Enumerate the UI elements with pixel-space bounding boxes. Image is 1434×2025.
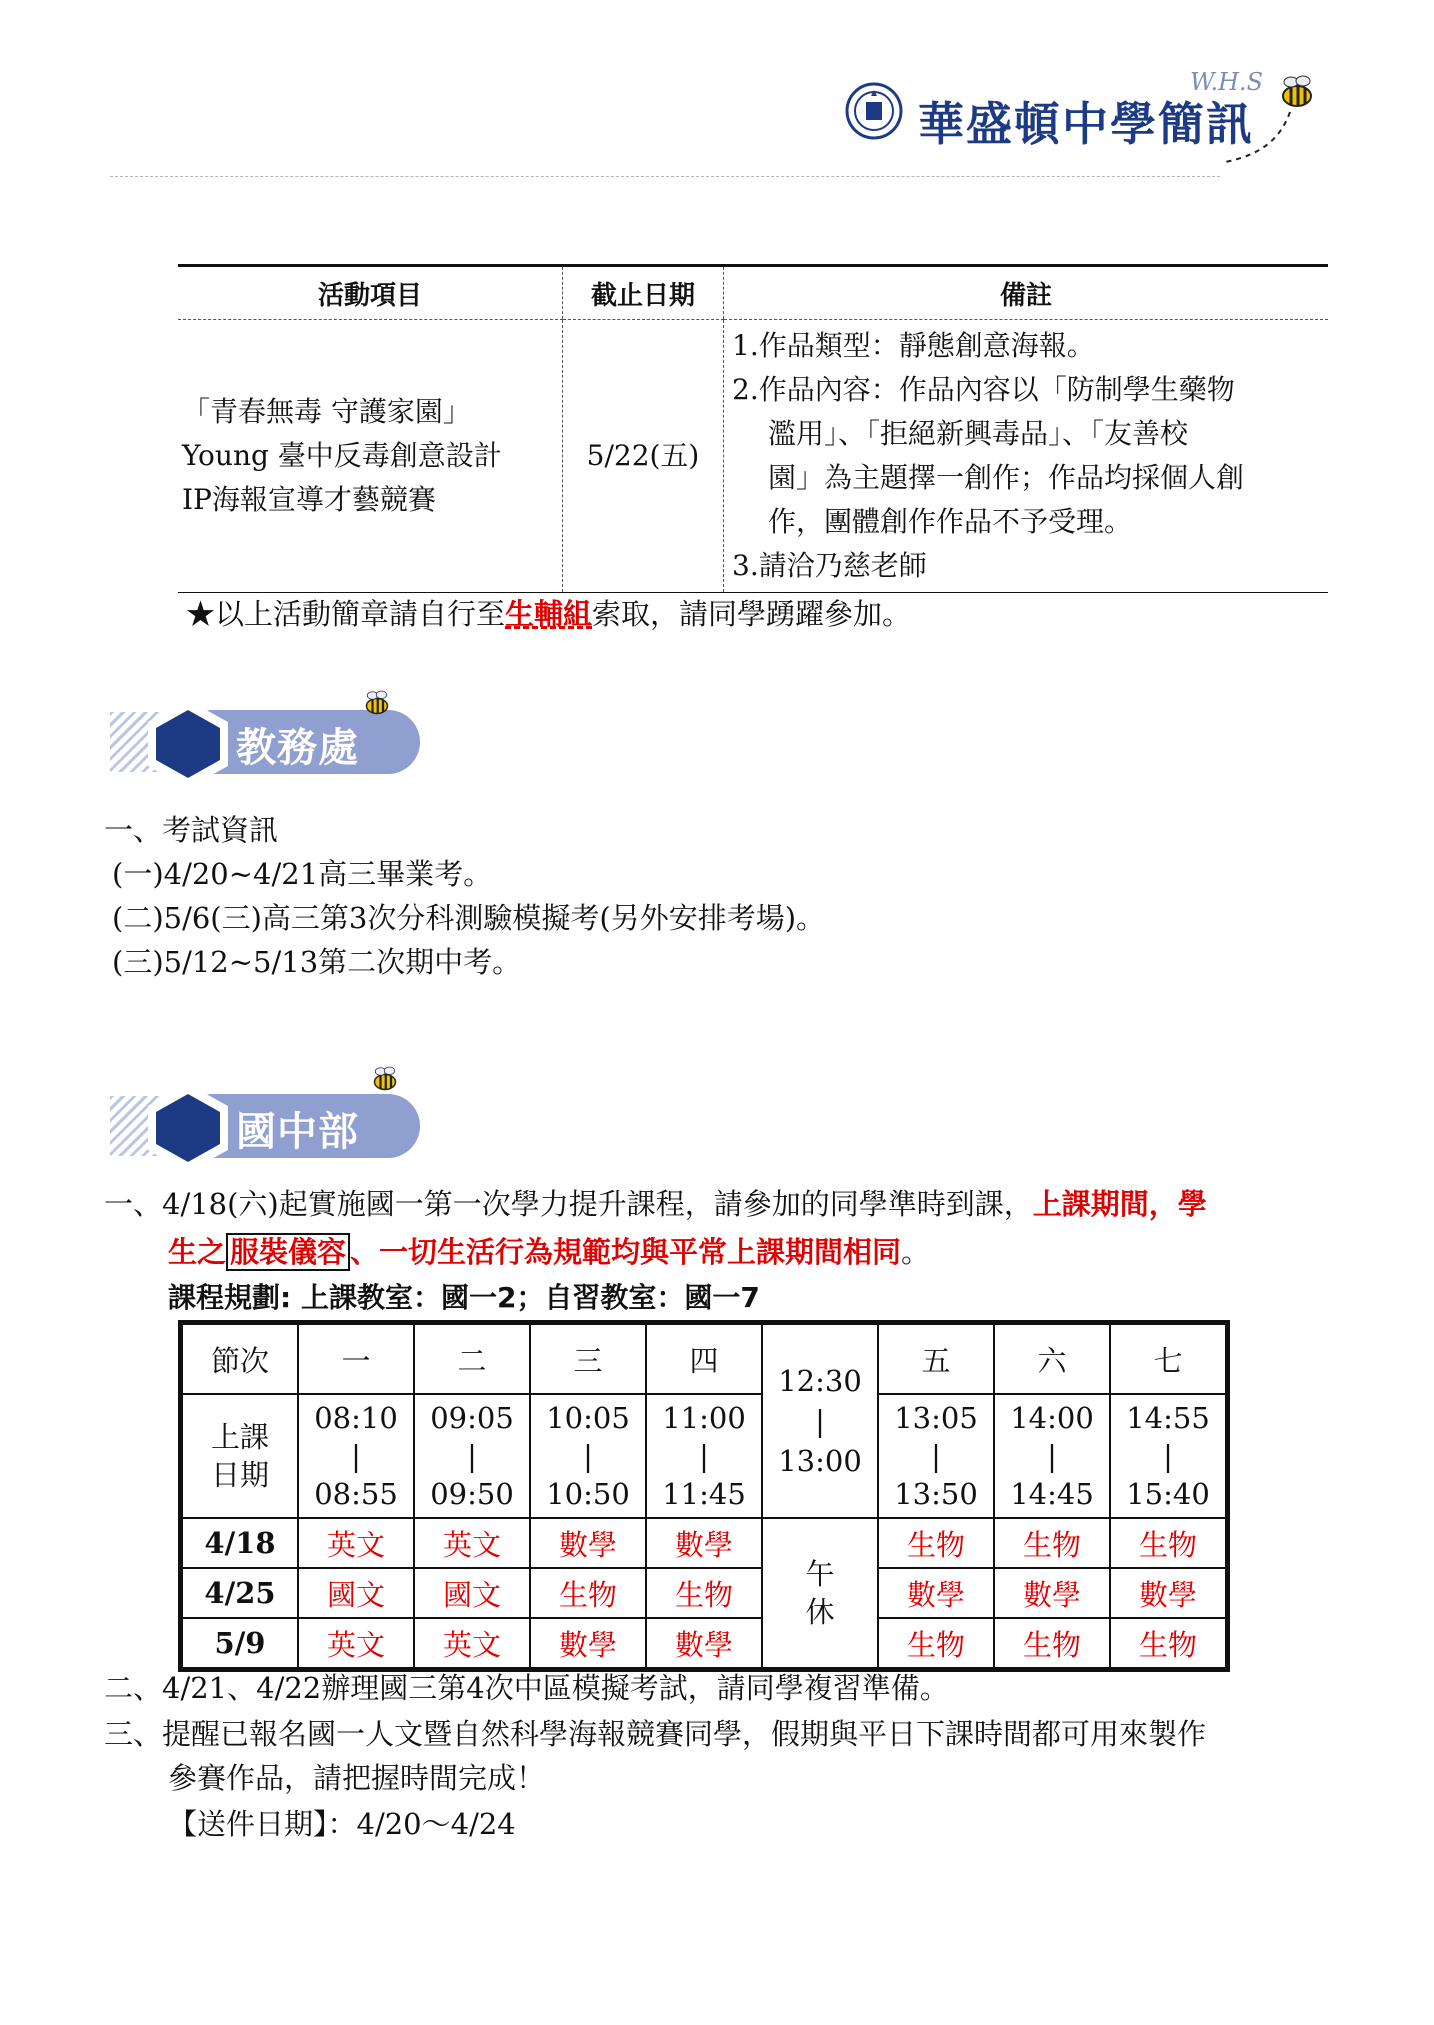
activity-remarks: 1.作品類型：靜態創意海報。 2.作品內容：作品內容以「防制學生藥物 濫用」、「拒絕新興毒品」、「友善校 園」為主題擇一創作；作品均採個人創 作，團體創作作品不予受理。 3.請洽乃慈老師 — [724, 320, 1329, 593]
activity-name: 「青春無毒 守護家園」 Young 臺中反毒創意設計 IP海報宣導才藝競賽 — [178, 320, 563, 593]
period-header: 五 — [878, 1323, 994, 1395]
school-abbr: W.H.S — [1190, 68, 1264, 96]
exam-item-2: (二)5/6(三)高三第3次分科測驗模擬考(另外安排考場)。 — [112, 901, 826, 935]
junior-paragraph-1: 一、4/18(六)起實施國一第一次學力提升課程，請參加的同學準時到課，上課期間，學 生之 服裝儀容 、一切生活行為規範均與平常上課期間相同。 — [104, 1187, 1207, 1269]
corner-cell: 節次 — [181, 1323, 299, 1395]
subject-cell: 國文 — [414, 1568, 530, 1618]
junior-paragraph-3: 三、提醒已報名國一人文暨自然科學海報競賽同學，假期與平日下課時間都可用來製作 — [104, 1717, 1207, 1751]
activity-notice: ★以上活動簡章請自行至生輔組索取，請同學踴躍參加。 — [186, 597, 912, 631]
subject-cell: 數學 — [646, 1518, 762, 1568]
subject-cell: 生物 — [878, 1518, 994, 1568]
subject-cell: 英文 — [414, 1618, 530, 1670]
subject-cell: 數學 — [878, 1568, 994, 1618]
period-header: 六 — [994, 1323, 1110, 1395]
time-cell: 13:05 | 13:50 — [878, 1394, 994, 1518]
time-cell: 14:00 | 14:45 — [994, 1394, 1110, 1518]
time-cell: 11:00 | 11:45 — [646, 1394, 762, 1518]
period-header: 二 — [414, 1323, 530, 1395]
bee-icon — [368, 1064, 402, 1098]
section-badge-junior: 國中部 — [110, 1066, 430, 1176]
office-highlight: 生輔組 — [505, 597, 593, 631]
col-header-deadline: 截止日期 — [563, 266, 724, 320]
time-cell: 10:05 | 10:50 — [530, 1394, 646, 1518]
time-cell: 14:55 | 15:40 — [1110, 1394, 1228, 1518]
subject-cell: 英文 — [298, 1518, 414, 1568]
subject-cell: 數學 — [530, 1618, 646, 1670]
course-plan: 課程規劃: 上課教室：國一2；自習教室：國一7 — [168, 1281, 760, 1314]
junior-paragraph-3-cont: 參賽作品，請把握時間完成！ — [168, 1761, 546, 1795]
activity-deadline: 5/22(五) — [563, 320, 724, 593]
dress-code-highlight: 服裝儀容 — [226, 1233, 350, 1271]
hexagon-icon — [140, 696, 236, 792]
schedule-date: 5/9 — [181, 1618, 299, 1670]
schedule-date: 4/25 — [181, 1568, 299, 1618]
subject-cell: 數學 — [994, 1568, 1110, 1618]
exam-item-1: (一)4/20~4/21高三畢業考。 — [112, 857, 493, 891]
time-cell: 08:10 | 08:55 — [298, 1394, 414, 1518]
header-divider — [110, 176, 1220, 177]
submission-date: 【送件日期】：4/20～4/24 — [168, 1807, 516, 1841]
exam-heading: 一、考試資訊 — [104, 813, 279, 847]
bee-icon — [360, 688, 394, 722]
period-header: 四 — [646, 1323, 762, 1395]
section-badge-academic: 教務處 — [110, 682, 430, 792]
lunch-time-cell: 12:30 | 13:00 — [762, 1323, 878, 1519]
subject-cell: 生物 — [994, 1518, 1110, 1568]
subject-cell: 生物 — [878, 1618, 994, 1670]
period-header: 三 — [530, 1323, 646, 1395]
hexagon-icon — [140, 1080, 236, 1176]
col-header-remark: 備註 — [724, 266, 1329, 320]
subject-cell: 數學 — [1110, 1568, 1228, 1618]
subject-cell: 數學 — [530, 1518, 646, 1568]
period-header: 七 — [1110, 1323, 1228, 1395]
subject-cell: 英文 — [298, 1618, 414, 1670]
lunch-break-cell: 午 休 — [762, 1518, 878, 1670]
subject-cell: 生物 — [646, 1568, 762, 1618]
junior-paragraph-2: 二、4/21、4/22辦理國三第4次中區模擬考試，請同學複習準備。 — [104, 1671, 949, 1705]
subject-cell: 國文 — [298, 1568, 414, 1618]
course-schedule-table — [178, 1320, 1230, 1672]
activity-table — [178, 264, 1328, 593]
bee-flight-path — [1220, 110, 1300, 174]
subject-cell: 英文 — [414, 1518, 530, 1568]
col-header-item: 活動項目 — [178, 266, 563, 320]
subject-cell: 生物 — [1110, 1618, 1228, 1670]
school-name: 華盛頓中學簡訊 — [918, 97, 1254, 151]
schedule-date: 4/18 — [181, 1518, 299, 1568]
period-header: 一 — [298, 1323, 414, 1395]
subject-cell: 生物 — [1110, 1518, 1228, 1568]
school-seal-logo — [845, 82, 903, 140]
time-cell: 09:05 | 09:50 — [414, 1394, 530, 1518]
subject-cell: 數學 — [646, 1618, 762, 1670]
exam-item-3: (三)5/12~5/13第二次期中考。 — [112, 945, 522, 979]
subject-cell: 生物 — [994, 1618, 1110, 1670]
time-label-cell: 上課 日期 — [181, 1394, 299, 1518]
subject-cell: 生物 — [530, 1568, 646, 1618]
